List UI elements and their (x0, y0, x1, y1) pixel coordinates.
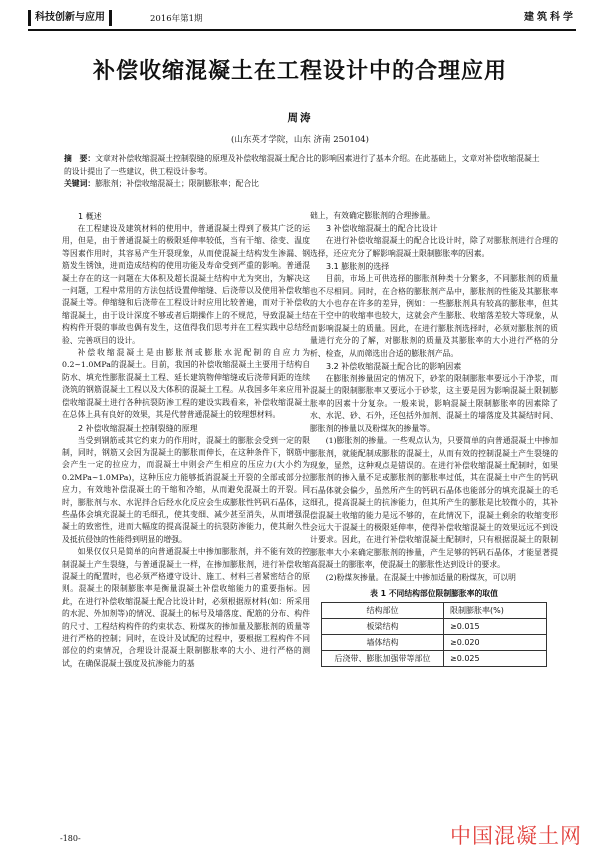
section-heading-principle: 2 补偿收缩混凝土控制裂缝的原理 (78, 423, 198, 433)
paragraph: (1)膨胀剂的掺量。一些观点认为，只要简单的向普通混凝土中掺加膨胀剂，就能配制成膨胀的混凝土，从而有效的控制混凝土产生裂缝的现象，显然，这种观点是错误的。在进行补偿收缩混凝土配制时，如果膨胀剂的掺入量不足或膨胀剂的膨胀率过低，其在混凝土中产生的钙矾石晶体就会偏少，虽然所产生的钙矾石晶体也能部分的填充混凝土的毛细孔，提高混凝土的抗渗能力，但其所产生的膨胀是比较微小的，其补偿混凝土收缩的能力是远不够的，在此情况下，混凝土剩余的收缩变形会远大于混凝土的极限延伸率，使得补偿收缩混凝土的效果远远不到设计要求。因此，在进行补偿收缩混凝土配制时，只有根据混凝土的限制膨胀率大小来确定膨胀剂的掺量，产生足够的钙矾石晶体，才能显著提高混凝土的膨胀率，使混凝土的膨胀性达到设计的要求。 (310, 436, 558, 570)
table-cell: ≥0.015 (444, 618, 547, 634)
table-cell: ≥0.025 (444, 650, 547, 666)
table-row (322, 618, 547, 634)
keywords-label: 关键词： (64, 179, 96, 189)
table-row (322, 634, 547, 650)
author-affiliation: (山东英才学院，山东 济南 250104) (231, 135, 369, 145)
paragraph: 在膨胀剂掺量固定的情况下，砂浆的限制膨胀率要远小于净浆，而混凝土的限制膨胀率又要远小于砂浆，这主要是因为影响混凝土限制膨胀率的因素十分复杂。一般来说，影响混凝土限制膨胀率的因素除了水、水泥、砂、石外，还包括外加剂、混凝土的墙落度及其凝结时间、膨胀剂的掺量以及粉煤灰的掺量等。 (310, 374, 558, 433)
right-column (310, 210, 558, 667)
keywords-text: 膨胀剂；补偿收缩混凝土；限制膨胀率；配合比 (95, 179, 259, 189)
subsection-heading-expansive-agent: 3.1 膨胀剂的选择 (326, 262, 390, 272)
header-rule (28, 29, 576, 31)
paragraph: 当受到钢筋或其它约束力的作用时，混凝土的膨胀会受到一定的限制，同时，钢筋又会因为混凝土的膨胀而伸长，在这种条件下，钢筋中会产生一定的拉应力，而混凝土中则会产生相应的压应力(大小约为0.2MPa~1.0MPa)，这种压应力能够抵消混凝土开裂的全部或部分拉应力，有效地补偿混凝土的干缩和冷缩，从而避免混凝土的开裂。同时，膨胀剂与水、水泥拌合后经水化反应会生成膨胀性钙矾石晶体，这些晶体会填充混凝土的毛细孔，使其变细、减少甚至消失，从而增强混凝土的致密性，进而大幅度的提高混凝土的抗裂防渗能力，使其耐久性及抵抗侵蚀的性能得到明显的增强。 (62, 435, 310, 544)
paragraph: 在工程建设及建筑材料的使用中，普通混凝土得到了极其广泛的运用，但是，由于普通混凝土的极限延伸率较低，当有干缩、徐变、温度等因素作用时，其容易产生开裂现象，从而使混凝土结构发生渗漏、钢筋发生锈蚀，进而造成结构的使用功能及寿命受到严重的影响。普通混凝土存在的这一问题在大体积及超长混凝土结构中尤为突出，为解决这一问题，工程中常用的方法包括设置伸缩缝、后浇带以及使用补偿收缩混凝土等。伸缩缝和后浇带在工程设计时应用比较普遍，而对于补偿收缩混凝土，由于设计深度不够或者后期操作上的不规范，导致混凝土结构构件开裂的事故也偶有发生，这值得我们思考并在工程实践中总结经验、完善项目的设计。 (62, 224, 310, 345)
abstract-text: 文章对补偿收缩混凝土控制裂缝的原理及补偿收缩混凝土配合比的影响因素进行了基本介绍。在此基础上，文章对补偿收缩混凝土的设计提出了一些建议，供工程设计参考。 (64, 154, 540, 176)
table-row (322, 650, 547, 666)
table-caption: 表 1 不同结构部位限制膨胀率的取值 (370, 588, 498, 598)
section-category: 建筑科学 (524, 12, 576, 23)
expansion-rate-table (321, 602, 547, 667)
keywords (64, 178, 544, 191)
abstract-block (64, 153, 544, 191)
section-heading-mix-design: 3 补偿收缩混凝土的配合比设计 (326, 224, 438, 234)
paragraph: (2)粉煤灰掺量。在混凝土中掺加适量的粉煤灰，可以明 (325, 572, 516, 582)
table-header-row (322, 602, 547, 618)
author-name: 周涛 (287, 112, 313, 124)
paragraph: 如果仅仅只是简单的向普通混凝土中掺加膨胀剂，并不能有效的控制混凝土产生裂缝，与普通混凝土一样，在掺加膨胀剂，进行补偿收缩混凝土的配置时，也必须严格遵守设计、施工、材料三者紧密结合的原则。混凝土的限制膨胀率是衡量混凝土补偿收缩能力的重要指标。因此，在进行补偿收缩混凝土配合比设计时，必须根据原材料(如：所采用的水泥、外加剂等)的情况、混凝土的标号及墙落度、配筋的分布、构件的尺寸、工程结构构件的约束状态、粉煤灰的掺加量及膨胀剂的质量等进行严格的控制；同时，在设计及试配的过程中，要根据工程构件不同部位的约束情况，合理设计混凝土限制膨胀率的大小、进行严格的测试，在确保混凝土强度及抗渗能力的基 (62, 547, 310, 668)
table-header-cell: 限制膨胀率(%) (444, 602, 547, 618)
table-cell: 后浇带、膨胀加强带等部位 (322, 650, 444, 666)
article-title: 补偿收缩混凝土在工程设计中的合理应用 (92, 59, 507, 84)
running-header (28, 10, 576, 26)
table-cell: ≥0.020 (444, 634, 547, 650)
section-heading-overview: 1 概述 (78, 212, 102, 221)
paragraph-continued: 础上，有效确定膨胀剂的合理掺量。 (310, 211, 435, 220)
page-number: -180- (60, 834, 81, 843)
paragraph: 补偿收缩混凝土是由膨胀剂或膨胀水泥配制的自应力为0.2~1.0MPa的混凝土。目前，我国的补偿收缩混凝土主要用于结构自防水、填充性膨胀混凝土工程、延长建筑物伸缩缝或后浇带间距的连续浇筑的钢筋混凝土工程以及大体积的混凝土工程。从我国多年来应用补偿收缩混凝土进行各种抗裂防渗工程的建设实践看来，补偿收缩混凝土在总体上具有良好的效果，其是代替普通混凝土的较理想材料。 (62, 348, 310, 420)
table-cell: 板梁结构 (322, 618, 444, 634)
journal-name: 科技创新与应用 (28, 10, 112, 26)
table-header-cell: 结构部位 (322, 602, 444, 618)
abstract-label: 摘 要： (64, 154, 96, 163)
issue-label: 2016年第1期 (150, 14, 203, 24)
watermark: 中国混凝土网 (450, 824, 582, 848)
paragraph: 在进行补偿收缩混凝土的配合比设计时，除了对膨胀剂进行合理的选择，还应充分了解影响混凝土限制膨胀率的因素。 (310, 236, 558, 258)
paragraph: 目前，市场上可供选择的膨胀剂种类十分繁多，不同膨胀剂的质量也不尽相同。同时，在合格的膨胀剂产品中，膨胀剂的性能及其膨胀率的大小也存在许多的差异，例如：一些膨胀剂具有较高的膨胀率，但其在干空中的收缩率也较大，这就会产生膨胀、收缩落差较大等现象，从而影响混凝土的质量。因此，在进行膨胀剂选择时，必须对膨胀剂的质量进行充分的了解，对膨胀剂的质量及其膨胀率的大小进行严格的分析、检查，从而筛选出合适的膨胀剂产品。 (310, 274, 558, 358)
left-column (62, 210, 310, 670)
abstract (64, 153, 544, 178)
subsection-heading-factors: 3.2 补偿收缩混凝土配合比的影响因素 (326, 362, 462, 372)
table-cell: 墙体结构 (322, 634, 444, 650)
